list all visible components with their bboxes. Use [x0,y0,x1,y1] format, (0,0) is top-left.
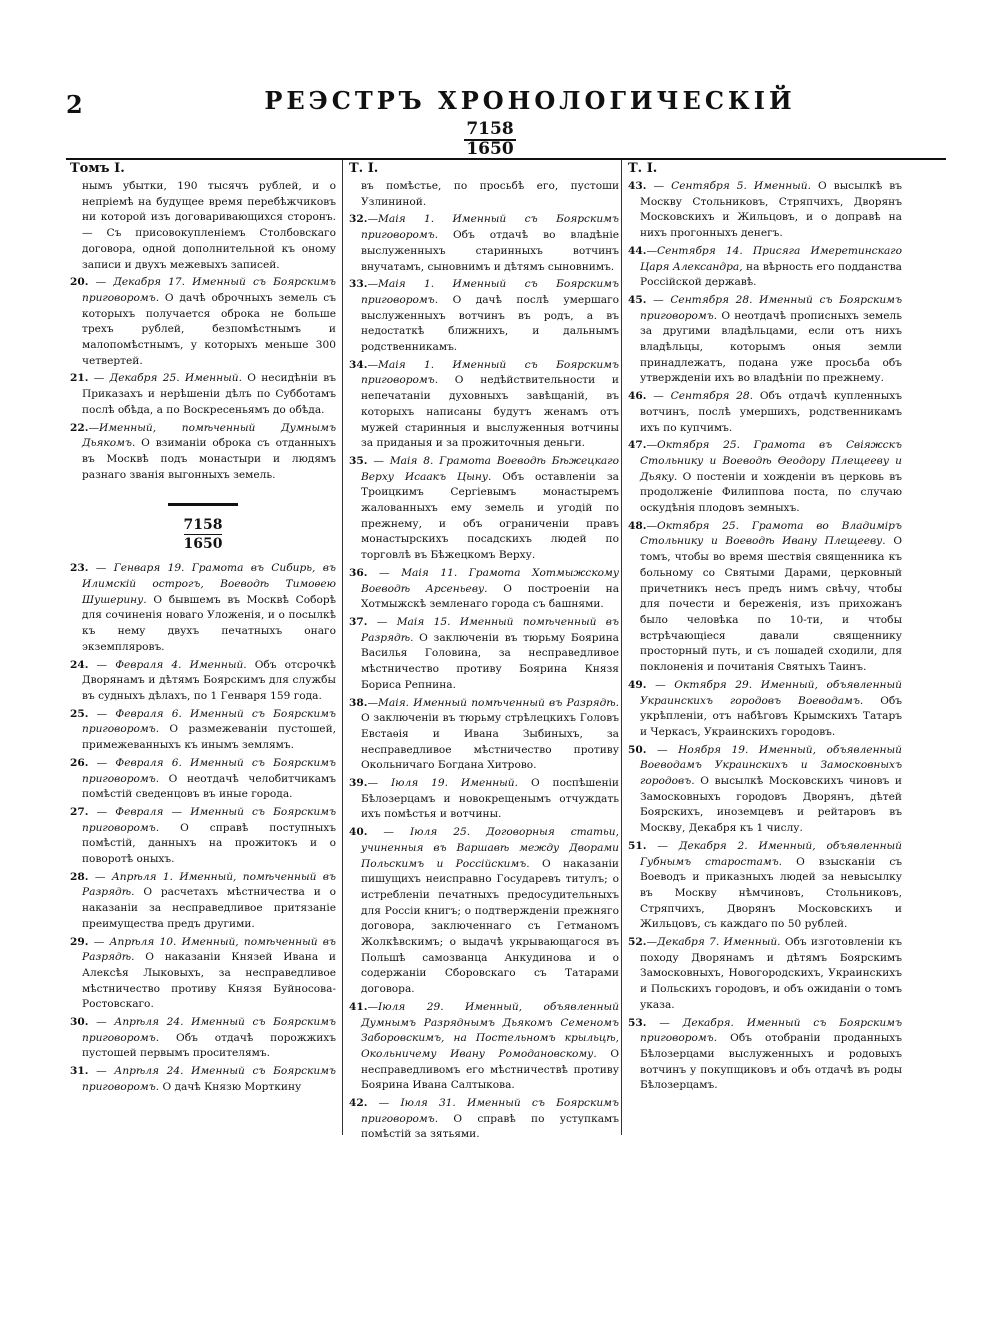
entry-heading: — Октября 29. Именный, объявленный Украинскихъ городовъ Воеводамъ. [640,678,902,707]
entry-number: 48. [628,519,647,532]
entry-continuation: нымъ убытки, 190 тысячъ рублей, и о непріемѣ на будущее время перебѣжчиковъ ни которой изъ договаривающихся сторонъ. — Съ присовокупленіемъ Столбовскаго договора, одной дополнительной къ оному записи и двухъ межевыхъ записей. [82,180,336,271]
entry-heading: —Декабря 7. Именный. [646,936,781,949]
entry-heading: — Ноября 19. Именный, объявленный Воеводамъ Украинскихъ и Замосковныхъ городовъ. [640,743,902,788]
entry-35 [349,454,619,564]
entry-number: 52. [628,936,647,949]
column-1 [70,160,336,1098]
entry-text: Объ укрѣпленіи, отъ набѣговъ Крымскихъ Татаръ и Черкасъ, Украинскихъ городовъ. [640,694,902,738]
entry-text: О дачѣ послѣ умершаго выслуженныхъ вотчинъ въ родъ, а въ недостаткѣ ближнихъ, и дальнымъ родственникамъ. [361,293,619,354]
entry-heading: —Маія 1. Именный съ Боярскимъ приговоромъ. [361,358,619,387]
entry-heading: — Декабря 25. Именный. [93,372,242,385]
entry-number: 36. [349,566,368,579]
entry-number: 32. [349,213,368,226]
entry-22 [70,421,336,484]
entry-46 [628,389,902,436]
entry-45 [628,293,902,387]
entry-text: О постеніи и хожденіи въ церковь въ продолженіе Филиппова поста, по случаю оскудѣнія плодовъ земныхъ. [640,470,902,515]
entry-text: Объ отдачѣ порожжихъ пустошей первымъ просителямъ. [82,1031,337,1060]
entry-heading: — Декабря 2. Именный, объявленный Губнымъ старостамъ. [640,839,902,868]
entry-heading: — Февраля 6. Именный съ Боярскимъ приговоромъ. [82,756,336,785]
entry-34 [349,358,619,452]
entry-52 [628,935,902,1014]
column-2 [349,160,619,1145]
entry-text: О дачѣ Князю Морткину [162,1080,302,1093]
entry-number: 34. [349,358,368,371]
entry-heading: — Маія 11. Грамота Хотмыжскому Воеводѣ Арсеньеву. [361,566,619,595]
entry-49 [628,678,902,741]
entry-heading: — Маія 15. Именный помѣченный въ Разрядѣ. [361,615,619,644]
entry-number: 25. [70,707,89,720]
year-block [70,516,336,553]
entry-48 [628,519,902,676]
year-block-a: 7158 [183,517,223,534]
entry-text: О наказаніи пишущихъ неисправно Государевъ титулъ; о истребленіи печатныхъ предосудительныхъ для Россіи книгъ; о подтвержденіи прежняго договора, заключеннаго съ Гетманомъ Жолкѣвскимъ; о выдачѣ укрывающагося въ Польшѣ самозванца Анкудинова и о содержаніи Сборовскаго съ Татарами договора. [361,857,619,996]
entry-31 [70,1064,336,1095]
entry-text: О наказаніи Князей Ивана и Алексѣя Лыковыхъ, за несправедливое мѣстничество противу Князя Буйносова-Ростовскаго. [82,951,336,1011]
entry-number: 23. [70,562,89,575]
entry-heading: —Сентября 14. Присяга Имеретинскаго Царя Александра, [640,244,902,273]
entry-text: О взиманіи оброка съ отданныхъ въ Москвѣ подъ монастыри и людямъ разнаго званія выгонныхъ земель. [82,437,336,481]
entry-heading: — Генваря 19. Грамота въ Сибирь, въ Илимскій острогъ, Воеводѣ Тимоѳею Шушерину. [82,562,336,606]
column-heading: Т. I. [628,161,658,176]
entry-number: 42. [349,1097,368,1110]
entry-text: О заключеніи въ тюрьму стрѣлецкихъ Головъ Евстаѳія и Ивана Зыбиныхъ, за несправедливое мѣстничество противу Окольничаго Богдана Хитрово. [361,712,619,772]
entry-heading: — Апрѣля 24. Именный съ Боярскимъ приговоромъ. [82,1016,336,1044]
entry-text: Объ отсрочкѣ Дворянамъ и дѣтямъ Боярскимъ для службы въ судныхъ дѣлахъ, по 1 Генваря 159 года. [82,658,336,702]
entry-24 [70,658,336,705]
entry-heading: —Октября 25. Грамота въ Свіяжскъ Стольнику и Воеводѣ Ѳеодору Плещееву и Дьяку. [640,439,902,483]
entry-50 [628,743,902,837]
entry-21 [70,371,336,418]
entry-heading: — Декабря 17. Именный съ Боярскимъ приговоромъ. [82,276,336,304]
entry-43 [628,179,902,242]
entry-heading: — Іюля 31. Именный съ Боярскимъ приговоромъ. [361,1097,619,1125]
entry-heading: — Февраля — Именный съ Боярскимъ приговоромъ. [82,805,336,834]
header-year-a [430,119,550,141]
entry-heading: — Сентября 28. Именный съ Боярскимъ приговоромъ. [640,293,903,322]
entry-heading: —Октября 25. Грамота во Владиміръ Стольнику и Воеводѣ Ивану Плещееву. [640,519,902,548]
header-year-b: 1650 [466,139,514,159]
entry-text: О несправедливомъ его мѣстничествѣ противу Боярина Ивана Салтыкова. [361,1047,619,1092]
entry-number: 39. [349,777,368,790]
entry-text: О бывшемъ въ Москвѣ Соборѣ для сочиненія новаго Уложенія, и о посылкѣ къ нему двухъ печатныхъ онаго экземпляровъ. [82,593,336,653]
entry-26 [70,756,336,803]
entry-27 [70,805,336,868]
entry-text: Объ оставленіи за Троицкимъ Сергіевымъ монастыремъ жалованныхъ ему земель и угодій по прежнему, и объ ограниченіи правъ монастырскихъ посадскихъ людей по торговлѣ въ Бѣжецкомъ Верху. [361,470,620,562]
entry-text: О неотдачѣ челобитчикамъ помѣстій сведенцовъ въ иные города. [82,772,336,801]
entry-number: 22. [70,421,89,434]
entry-number: 43. [628,180,647,192]
entry-37 [349,615,619,694]
entry-heading: — Февраля 4. Именный. [96,658,247,671]
entry-28 [70,870,336,933]
entry-heading: —Маія 1. Именный съ Боярскимъ приговоромъ. [361,278,619,306]
entry-47 [628,438,902,517]
entry-heading: — Сентября 5. Именный. [653,180,812,192]
entry-32 [349,212,619,275]
page-title: РЕЭСТРЪ ХРОНОЛОГИЧЕСКІЙ [264,86,796,115]
entry-text: О справѣ поступныхъ помѣстій, данныхъ на прожитокъ и о поворотѣ оныхъ. [82,821,336,866]
entry-53 [628,1016,902,1095]
entry-text: О поспѣшеніи Бѣлозерцамъ и новокрещенымъ отчуждать ихъ помѣстья и вотчины. [361,777,619,821]
entry-number: 47. [628,439,647,452]
entry-heading: — Сентября 28. [653,390,754,403]
entry-text: Объ отдачѣ купленныхъ вотчинъ, послѣ умершихъ, родственникамъ ихъ по купчимъ. [640,390,902,434]
entry-text: на вѣрность его подданства Россійской державѣ. [640,260,902,289]
entry-text: Объ отдачѣ во владѣніе выслуженныхъ старинныхъ вотчинъ внучатамъ, сыновнимъ и дѣтямъ сыновнимъ. [361,229,619,273]
entry-text: О недѣйствительности и непечатаніи духовныхъ завѣщаній, въ которыхъ написаны будутъ женамъ отъ мужей старинныя и выслуженныя вотчины за приданыя и за прожиточныя деньги. [361,374,619,450]
entry-30 [70,1015,336,1062]
entry-text: О заключеніи въ тюрьму Боярина Василья Головина, за несправедливое мѣстничество противу Боярина Князя Бориса Репнина. [361,631,620,691]
entry-38 [349,696,619,775]
entry-text: О высылкѣ Московскихъ чиновъ и Замосковныхъ городовъ Дворянъ, дѣтей Боярскихъ, иноземцевъ и рейтаровъ въ Москву, Декабря къ 1 числу. [640,775,902,835]
entry-text: Объ изготовленіи къ походу Дворянамъ и дѣтямъ Боярскимъ Замосковныхъ, Новогородскихъ, Украинскихъ и Польскихъ городовъ, и объ ожиданіи о томъ указа. [640,936,902,1011]
entry-number: 40. [349,826,368,839]
entry-text: О несидѣніи въ Приказахъ и нерѣшеніи дѣлъ по Субботамъ послѣ обѣда, а по Воскресеньямъ до обѣда. [82,372,337,416]
entry-continuation: въ помѣстье, по просьбѣ его, пустоши Узлининой. [361,180,619,208]
entry-number: 38. [349,696,368,709]
entry-number: 30. [70,1016,89,1029]
entry-heading: —Именный, помѣченный Думнымъ Дьякомъ. [82,421,336,450]
entry-text: О неотдачѣ прописныхъ земель за другими владѣльцами, если отъ нихъ владѣльцы, которымъ оныя земли принадлежатъ, подана уже просьба объ утвержденіи ихъ во владѣніи по прежнему. [640,309,903,385]
entry-number: 26. [70,756,89,769]
entry-29 [70,935,336,1014]
entry-number: 29. [70,935,89,948]
entry-number: 28. [70,870,89,883]
column-3 [628,160,902,1096]
header-year-a-text: 7158 [466,119,514,139]
entry-text: О дачѣ оброчныхъ земель съ которыхъ получается оброка не больше трехъ рублей, безпомѣстнымъ и малопомѣстнымъ, у которыхъ меньше 300 четвертей. [82,291,336,367]
entry-number: 53. [628,1016,647,1029]
entry-text: О томъ, чтобы во время шествія священника къ больному со Святыми Дарами, церковный причетникъ несъ предъ нимъ свѣчу, чтобы для почести и береженія, изъ прихожанъ было человѣка по 10-ти, и чтобы встрѣчающіеся давали священнику просторный путь, и съ лошадей сходили, для поклоненія и почитанія Святыхъ Таинъ. [640,535,903,674]
entry-number: 35. [349,454,368,467]
entry-number: 31. [70,1065,89,1078]
entry-text: О размежеваніи пустошей, примежеванныхъ къ инымъ землямъ. [82,723,336,752]
entry-number: 24. [70,658,89,671]
entry-33 [349,277,619,356]
entry-23 [70,561,336,655]
page-number: 2 [66,90,83,119]
entry-36 [349,566,619,613]
section-divider [168,503,238,506]
entry-heading: — Маія 8. Грамота Воеводѣ Бѣжецкаго Верху Исаакъ Цыну. [361,454,619,483]
entry-number: 21. [70,372,89,385]
entry-heading: —Маія 1. Именный съ Боярскимъ приговоромъ. [361,213,619,242]
entry-number: 33. [349,278,368,291]
column-divider [342,160,343,1135]
entry-text: О взысканіи съ Воеводъ и приказныхъ людей за невысылку въ Москву нѣмчиновъ, Стольниковъ, Стряпчихъ, Дворянъ Московскихъ и Жильцовъ, съ каждаго по 50 рублей. [640,855,902,931]
entry-number: 46. [628,390,647,403]
column-heading: Томъ I. [70,161,125,176]
entry-40 [349,825,619,998]
column-heading: Т. I. [349,161,379,176]
column-divider [621,160,622,1135]
entry-20 [70,275,336,369]
entry-number: 20. [70,276,89,289]
entry-51 [628,839,902,933]
entry-25 [70,707,336,754]
entry-text: Объ отобраніи проданныхъ Бѣлозерцами выслуженныхъ и родовыхъ вотчинъ у покупщиковъ и объ отдачѣ въ роды Бѣлозерцамъ. [640,1032,902,1092]
entry-heading: — Апрѣля 1. Именный, помѣченный въ Разрядѣ. [82,870,336,899]
entry-44 [628,244,902,291]
entry-number: 50. [628,743,647,756]
entry-heading: — Іюля 19. Именный. [367,777,518,790]
entry-text: О расчетахъ мѣстничества и о наказаніи за несправедливое притязаніе преимущества предъ другими. [82,886,336,930]
entry-heading: —Іюля 29. Именный, объявленный Думнымъ Разряднымъ Дьякомъ Семеномъ Заборовскимъ, на Постельномъ крыльцѣ, Окольничему Ивану Ромодановскому. [361,1000,619,1060]
year-block-b: 1650 [183,536,223,553]
entry-heading: — Декабря. Именный съ Боярскимъ приговоромъ. [640,1016,903,1045]
entry-number: 49. [628,678,647,691]
entry-heading: — Апрѣля 24. Именный съ Боярскимъ приговоромъ. [82,1065,336,1093]
entry-heading: — Февраля 6. Именный съ Боярскимъ приговоромъ. [82,707,336,736]
entry-number: 45. [628,293,647,306]
entry-39 [349,776,619,823]
entry-heading: —Маія. Именный помѣченный въ Разрядѣ. [367,696,619,709]
entry-number: 27. [70,805,89,818]
entry-42 [349,1096,619,1143]
entry-number: 41. [349,1000,368,1013]
entry-heading: — Апрѣля 10. Именный, помѣченный въ Разрядѣ. [82,935,336,964]
entry-number: 51. [628,839,647,852]
entry-text: О справѣ по уступкамъ помѣстій за зятьями. [361,1112,619,1141]
entry-number: 44. [628,244,647,257]
entry-number: 37. [349,615,368,628]
entry-text: О высылкѣ въ Москву Стольниковъ, Стряпчихъ, Дворянъ Московскихъ и Жильцовъ, и о доправѣ на нихъ прогонныхъ денегъ. [640,180,902,240]
entry-text: О построеніи на Хотмыжскѣ земленаго города съ башнями. [361,582,620,611]
entry-heading: — Іюля 25. Договорныя статьи, учиненныя въ Варшавѣ между Дворами Польскимъ и Россійскимъ. [361,826,619,870]
entry-41 [349,1000,619,1094]
